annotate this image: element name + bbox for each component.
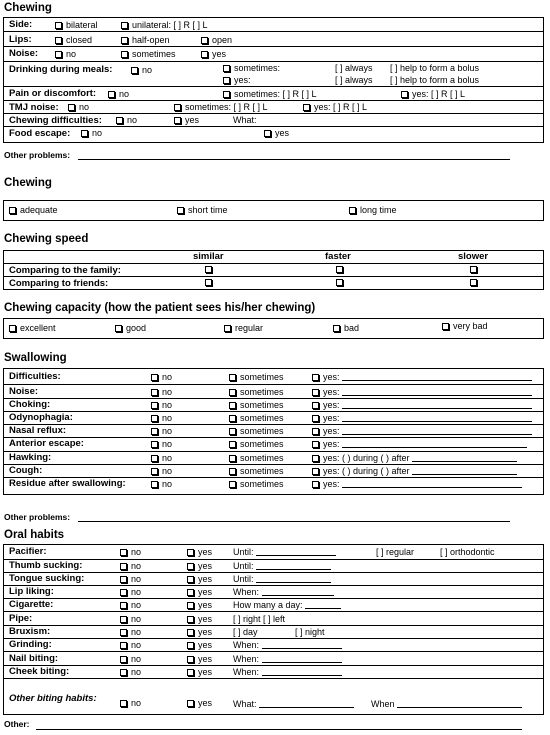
checkbox-icon[interactable]: [9, 325, 16, 332]
oral-pacifier-no-option[interactable]: no: [120, 548, 141, 557]
pain-yes-option[interactable]: yes: [ ] R [ ] L: [401, 90, 465, 99]
oral-bruxism-no-option[interactable]: no: [120, 628, 141, 637]
checkbox-icon[interactable]: [229, 455, 236, 462]
swallowing-nasal-reflux-sometimes-option[interactable]: sometimes: [229, 427, 284, 436]
checkbox-icon[interactable]: [116, 117, 123, 124]
family-similar-checkbox[interactable]: [205, 266, 212, 273]
col-similar: similar: [193, 251, 224, 262]
oral-nail-biting-detail[interactable]: When:: [233, 655, 342, 664]
checkbox-icon[interactable]: [120, 616, 127, 623]
swallowing-hawking-yes-option[interactable]: yes: ( ) during ( ) after: [312, 454, 517, 463]
checkbox-icon[interactable]: [177, 207, 184, 214]
checkbox-icon[interactable]: [312, 481, 319, 488]
swallowing-choking-yes-option[interactable]: yes:: [312, 401, 532, 410]
checkbox-icon[interactable]: [223, 77, 230, 84]
oral-pacifier-yes-option[interactable]: yes: [187, 548, 212, 557]
swallowing-choking-no-option[interactable]: no: [151, 401, 172, 410]
checkbox-icon[interactable]: [120, 602, 127, 609]
friends-slower-checkbox[interactable]: [470, 279, 477, 286]
swallowing-residue-after-swallowing-sometimes-option[interactable]: sometimes: [229, 480, 284, 489]
drinking-help-bolus-2[interactable]: [ ] help to form a bolus: [390, 75, 480, 85]
oral-thumb-sucking-detail[interactable]: Until:: [233, 562, 331, 571]
noise-sometimes-option[interactable]: sometimes: [121, 50, 176, 59]
checkbox-icon[interactable]: [229, 415, 236, 422]
oral-cigarette-yes-option[interactable]: yes: [187, 601, 212, 610]
oral-thumb-sucking-label: Thumb sucking:: [9, 560, 83, 571]
swallowing-difficulties-sometimes-option[interactable]: sometimes: [229, 373, 284, 382]
checkbox-icon[interactable]: [229, 389, 236, 396]
checkbox-icon[interactable]: [120, 642, 127, 649]
oral-bruxism-yes-option[interactable]: yes: [187, 628, 212, 637]
chewing-difficulties-label: Chewing difficulties:: [9, 115, 102, 126]
other-problems-line-1[interactable]: [78, 159, 510, 160]
checkbox-icon[interactable]: [187, 669, 194, 676]
oral-thumb-sucking-no-option[interactable]: no: [120, 562, 141, 571]
oral-pacifier-extra-2[interactable]: [ ] orthodontic: [440, 547, 495, 557]
checkbox-icon[interactable]: [121, 22, 128, 29]
oral-bruxism-detail[interactable]: [ ] day: [233, 627, 258, 637]
swallowing-anterior-escape-no-option[interactable]: no: [151, 440, 172, 449]
chewing-adequate-option[interactable]: adequate: [9, 206, 58, 215]
swallowing-odynophagia-yes-option[interactable]: yes:: [312, 414, 532, 423]
checkbox-icon[interactable]: [312, 468, 319, 475]
checkbox-icon[interactable]: [187, 700, 194, 707]
capacity-regular-option[interactable]: regular: [224, 324, 263, 333]
section-title-oral-habits: Oral habits: [4, 529, 65, 541]
checkbox-icon[interactable]: [151, 374, 158, 381]
row-family: Comparing to the family:: [9, 265, 121, 276]
checkbox-icon[interactable]: [55, 22, 62, 29]
section-title-chewing: Chewing: [4, 2, 52, 14]
col-slower: slower: [458, 251, 489, 262]
checkbox-icon[interactable]: [120, 549, 127, 556]
checkbox-icon[interactable]: [229, 468, 236, 475]
swallowing-difficulties-no-option[interactable]: no: [151, 373, 172, 382]
drinking-no-option[interactable]: no: [131, 66, 152, 75]
family-faster-checkbox[interactable]: [336, 266, 343, 273]
drinking-always-1[interactable]: [ ] always: [335, 63, 373, 73]
swallowing-odynophagia-no-option[interactable]: no: [151, 414, 172, 423]
oral-nail-biting-label: Nail biting:: [9, 653, 59, 664]
checkbox-icon[interactable]: [312, 402, 319, 409]
swallowing-odynophagia-sometimes-option[interactable]: sometimes: [229, 414, 284, 423]
swallowing-anterior-escape-label: Anterior escape:: [9, 438, 84, 449]
oral-grinding-detail[interactable]: When:: [233, 641, 342, 650]
food-escape-label: Food escape:: [9, 128, 71, 139]
swallowing-noise-label: Noise:: [9, 386, 39, 397]
lips-closed-option[interactable]: closed: [55, 36, 92, 45]
swallowing-odynophagia-label: Odynophagia:: [9, 412, 73, 423]
swallowing-residue-after-swallowing-yes-option[interactable]: yes:: [312, 480, 522, 489]
noise-no-option[interactable]: no: [55, 50, 76, 59]
checkbox-icon[interactable]: [401, 91, 408, 98]
swallowing-hawking-yes-line[interactable]: [412, 454, 517, 462]
checkbox-icon[interactable]: [131, 67, 138, 74]
drinking-always-2[interactable]: [ ] always: [335, 75, 373, 85]
checkbox-icon[interactable]: [442, 323, 449, 330]
capacity-very-bad-option[interactable]: very bad: [442, 322, 488, 331]
checkbox-icon[interactable]: [229, 428, 236, 435]
checkbox-icon[interactable]: [224, 325, 231, 332]
swallowing-noise-no-option[interactable]: no: [151, 388, 172, 397]
swallowing-difficulties-label: Difficulties:: [9, 371, 61, 382]
checkbox-icon[interactable]: [201, 37, 208, 44]
swallowing-choking-yes-line[interactable]: [342, 401, 532, 409]
difficulties-what-label: What:: [233, 115, 257, 125]
side-unilateral-option[interactable]: unilateral: [ ] R [ ] L: [121, 21, 208, 30]
other-problems-line-2[interactable]: [78, 521, 510, 522]
checkbox-icon[interactable]: [120, 629, 127, 636]
friends-faster-checkbox[interactable]: [336, 279, 343, 286]
swallowing-anterior-escape-yes-option[interactable]: yes:: [312, 440, 527, 449]
side-bilateral-option[interactable]: bilateral: [55, 21, 98, 30]
capacity-good-option[interactable]: good: [115, 324, 146, 333]
other-problems-label-1: Other problems:: [4, 150, 71, 160]
checkbox-icon[interactable]: [187, 563, 194, 570]
section-title-chewing-capacity: Chewing capacity (how the patient sees his/her chewing): [4, 302, 316, 314]
checkbox-icon[interactable]: [121, 37, 128, 44]
oral-tongue-sucking-yes-option[interactable]: yes: [187, 575, 212, 584]
oral-cigarette-label: Cigarette:: [9, 599, 54, 610]
other-biting-when-field[interactable]: When: [371, 700, 522, 709]
swallowing-noise-yes-option[interactable]: yes:: [312, 388, 532, 397]
checkbox-icon[interactable]: [201, 51, 208, 58]
noise-yes-option[interactable]: yes: [201, 50, 226, 59]
other-line[interactable]: [36, 729, 522, 730]
capacity-excellent-option[interactable]: excellent: [9, 324, 56, 333]
checkbox-icon[interactable]: [108, 91, 115, 98]
tmj-yes-option[interactable]: yes: [ ] R [ ] L: [303, 103, 367, 112]
noise-label: Noise:: [9, 48, 39, 59]
drinking-yes-option[interactable]: yes:: [223, 76, 251, 85]
lips-half-open-option[interactable]: half-open: [121, 36, 170, 45]
oral-bruxism-label: Bruxism:: [9, 626, 51, 637]
checkbox-icon[interactable]: [115, 325, 122, 332]
oral-tongue-sucking-label: Tongue sucking:: [9, 573, 85, 584]
oral-pacifier-detail[interactable]: Until:: [233, 548, 336, 557]
other-biting-what-field[interactable]: What:: [233, 700, 354, 709]
swallowing-anterior-escape-sometimes-option[interactable]: sometimes: [229, 440, 284, 449]
checkbox-icon[interactable]: [312, 428, 319, 435]
oral-lip-liking-no-option[interactable]: no: [120, 588, 141, 597]
swallowing-choking-sometimes-option[interactable]: sometimes: [229, 401, 284, 410]
swallowing-cough-label: Cough:: [9, 465, 43, 476]
chewing-short-time-option[interactable]: short time: [177, 206, 228, 215]
oral-tongue-sucking-detail[interactable]: Until:: [233, 575, 331, 584]
row-friends: Comparing to friends:: [9, 278, 109, 289]
checkbox-icon[interactable]: [151, 428, 158, 435]
swallowing-cough-sometimes-option[interactable]: sometimes: [229, 467, 284, 476]
capacity-bad-option[interactable]: bad: [333, 324, 359, 333]
section-title-chewing-speed: Chewing speed: [4, 233, 89, 245]
checkbox-icon[interactable]: [151, 455, 158, 462]
checkbox-icon[interactable]: [187, 616, 194, 623]
oral-pacifier-extra-1[interactable]: [ ] regular: [376, 547, 415, 557]
checkbox-icon[interactable]: [120, 656, 127, 663]
swallowing-anterior-escape-yes-line[interactable]: [342, 440, 527, 448]
other-biting-yes-option[interactable]: yes: [187, 699, 212, 708]
oral-pipe-label: Pipe:: [9, 613, 33, 624]
oral-bruxism-extra-1[interactable]: [ ] night: [295, 627, 325, 637]
checkbox-icon[interactable]: [187, 549, 194, 556]
col-faster: faster: [325, 251, 351, 262]
checkbox-icon[interactable]: [151, 415, 158, 422]
drinking-label: Drinking during meals:: [9, 64, 113, 75]
oral-cheek-biting-yes-option[interactable]: yes: [187, 668, 212, 677]
swallowing-nasal-reflux-no-option[interactable]: no: [151, 427, 172, 436]
oral-grinding-yes-option[interactable]: yes: [187, 641, 212, 650]
oral-cheek-biting-no-option[interactable]: no: [120, 668, 141, 677]
oral-cheek-biting-label: Cheek biting:: [9, 666, 70, 677]
oral-nail-biting-no-option[interactable]: no: [120, 655, 141, 664]
pain-sometimes-option[interactable]: sometimes: [ ] R [ ] L: [223, 90, 317, 99]
food-escape-no-option[interactable]: no: [81, 129, 102, 138]
checkbox-icon[interactable]: [55, 37, 62, 44]
oral-pipe-detail[interactable]: [ ] right [ ] left: [233, 614, 286, 624]
checkbox-icon[interactable]: [264, 130, 271, 137]
checkbox-icon[interactable]: [120, 700, 127, 707]
swallowing-nasal-reflux-yes-line[interactable]: [342, 427, 532, 435]
swallowing-difficulties-yes-option[interactable]: yes:: [312, 373, 532, 382]
checkbox-icon[interactable]: [312, 415, 319, 422]
oral-nail-biting-yes-option[interactable]: yes: [187, 655, 212, 664]
drinking-sometimes-option[interactable]: sometimes:: [223, 64, 280, 73]
checkbox-icon[interactable]: [223, 65, 230, 72]
pain-no-option[interactable]: no: [108, 90, 129, 99]
oral-grinding-label: Grinding:: [9, 639, 52, 650]
checkbox-icon[interactable]: [187, 656, 194, 663]
swallowing-residue-after-swallowing-label: Residue after swallowing:: [9, 478, 126, 489]
lips-label: Lips:: [9, 34, 32, 45]
section-title-swallowing: Swallowing: [4, 352, 67, 364]
tmj-sometimes-option[interactable]: sometimes: [ ] R [ ] L: [174, 103, 268, 112]
oral-lip-liking-detail[interactable]: When:: [233, 588, 334, 597]
food-escape-yes-option[interactable]: yes: [264, 129, 289, 138]
swallowing-nasal-reflux-label: Nasal reflux:: [9, 425, 67, 436]
swallowing-nasal-reflux-yes-option[interactable]: yes:: [312, 427, 532, 436]
checkbox-icon[interactable]: [223, 91, 230, 98]
checkbox-icon[interactable]: [121, 51, 128, 58]
checkbox-icon[interactable]: [120, 589, 127, 596]
difficulties-yes-option[interactable]: yes: [174, 116, 199, 125]
other-label: Other:: [4, 719, 30, 729]
tmj-label: TMJ noise:: [9, 102, 59, 113]
oral-cigarette-no-option[interactable]: no: [120, 601, 141, 610]
checkbox-icon[interactable]: [333, 325, 340, 332]
swallowing-cough-no-option[interactable]: no: [151, 467, 172, 476]
checkbox-icon[interactable]: [229, 481, 236, 488]
checkbox-icon[interactable]: [312, 441, 319, 448]
checkbox-icon[interactable]: [187, 642, 194, 649]
checkbox-icon[interactable]: [312, 389, 319, 396]
oral-pipe-no-option[interactable]: no: [120, 615, 141, 624]
checkbox-icon[interactable]: [120, 563, 127, 570]
checkbox-icon[interactable]: [229, 374, 236, 381]
checkbox-icon[interactable]: [151, 402, 158, 409]
family-slower-checkbox[interactable]: [470, 266, 477, 273]
oral-grinding-no-option[interactable]: no: [120, 641, 141, 650]
checkbox-icon[interactable]: [9, 207, 16, 214]
checkbox-icon[interactable]: [151, 481, 158, 488]
swallowing-difficulties-yes-line[interactable]: [342, 373, 532, 381]
swallowing-hawking-label: Hawking:: [9, 452, 52, 463]
swallowing-hawking-sometimes-option[interactable]: sometimes: [229, 454, 284, 463]
friends-similar-checkbox[interactable]: [205, 279, 212, 286]
checkbox-icon[interactable]: [120, 576, 127, 583]
section-title-chewing-2: Chewing: [4, 177, 52, 189]
swallowing-residue-after-swallowing-yes-line[interactable]: [342, 480, 522, 488]
lips-open-option[interactable]: open: [201, 36, 232, 45]
oral-lip-liking-label: Lip liking:: [9, 586, 54, 597]
checkbox-icon[interactable]: [303, 104, 310, 111]
side-label: Side:: [9, 19, 33, 30]
checkbox-icon[interactable]: [187, 576, 194, 583]
chewing-time-box: [3, 200, 544, 221]
checkbox-icon[interactable]: [349, 207, 356, 214]
oral-cheek-biting-detail[interactable]: When:: [233, 668, 342, 677]
swallowing-choking-label: Choking:: [9, 399, 51, 410]
checkbox-icon[interactable]: [151, 441, 158, 448]
tmj-no-option[interactable]: no: [68, 103, 89, 112]
checkbox-icon[interactable]: [151, 468, 158, 475]
swallowing-noise-sometimes-option[interactable]: sometimes: [229, 388, 284, 397]
checkbox-icon[interactable]: [187, 629, 194, 636]
oral-pacifier-label: Pacifier:: [9, 546, 47, 557]
swallowing-cough-yes-line[interactable]: [412, 467, 517, 475]
checkbox-icon[interactable]: [229, 402, 236, 409]
oral-cigarette-detail[interactable]: How many a day:: [233, 601, 341, 610]
pain-label: Pain or discomfort:: [9, 88, 97, 99]
other-problems-label-2: Other problems:: [4, 512, 71, 522]
other-biting-no-option[interactable]: no: [120, 699, 141, 708]
difficulties-no-option[interactable]: no: [116, 116, 137, 125]
other-biting-label: Other biting habits:: [9, 693, 97, 704]
swallowing-hawking-no-option[interactable]: no: [151, 454, 172, 463]
swallowing-noise-yes-line[interactable]: [342, 388, 532, 396]
oral-thumb-sucking-yes-option[interactable]: yes: [187, 562, 212, 571]
oral-tongue-sucking-no-option[interactable]: no: [120, 575, 141, 584]
swallowing-cough-yes-option[interactable]: yes: ( ) during ( ) after: [312, 467, 517, 476]
checkbox-icon[interactable]: [187, 602, 194, 609]
checkbox-icon[interactable]: [81, 130, 88, 137]
swallowing-odynophagia-yes-line[interactable]: [342, 414, 532, 422]
swallowing-residue-after-swallowing-no-option[interactable]: no: [151, 480, 172, 489]
checkbox-icon[interactable]: [68, 104, 75, 111]
checkbox-icon[interactable]: [174, 104, 181, 111]
oral-lip-liking-yes-option[interactable]: yes: [187, 588, 212, 597]
checkbox-icon[interactable]: [55, 51, 62, 58]
checkbox-icon[interactable]: [229, 441, 236, 448]
checkbox-icon[interactable]: [312, 374, 319, 381]
oral-pipe-yes-option[interactable]: yes: [187, 615, 212, 624]
drinking-help-bolus-1[interactable]: [ ] help to form a bolus: [390, 63, 480, 73]
checkbox-icon[interactable]: [312, 455, 319, 462]
checkbox-icon[interactable]: [151, 389, 158, 396]
checkbox-icon[interactable]: [120, 669, 127, 676]
chewing-long-time-option[interactable]: long time: [349, 206, 397, 215]
checkbox-icon[interactable]: [174, 117, 181, 124]
checkbox-icon[interactable]: [187, 589, 194, 596]
